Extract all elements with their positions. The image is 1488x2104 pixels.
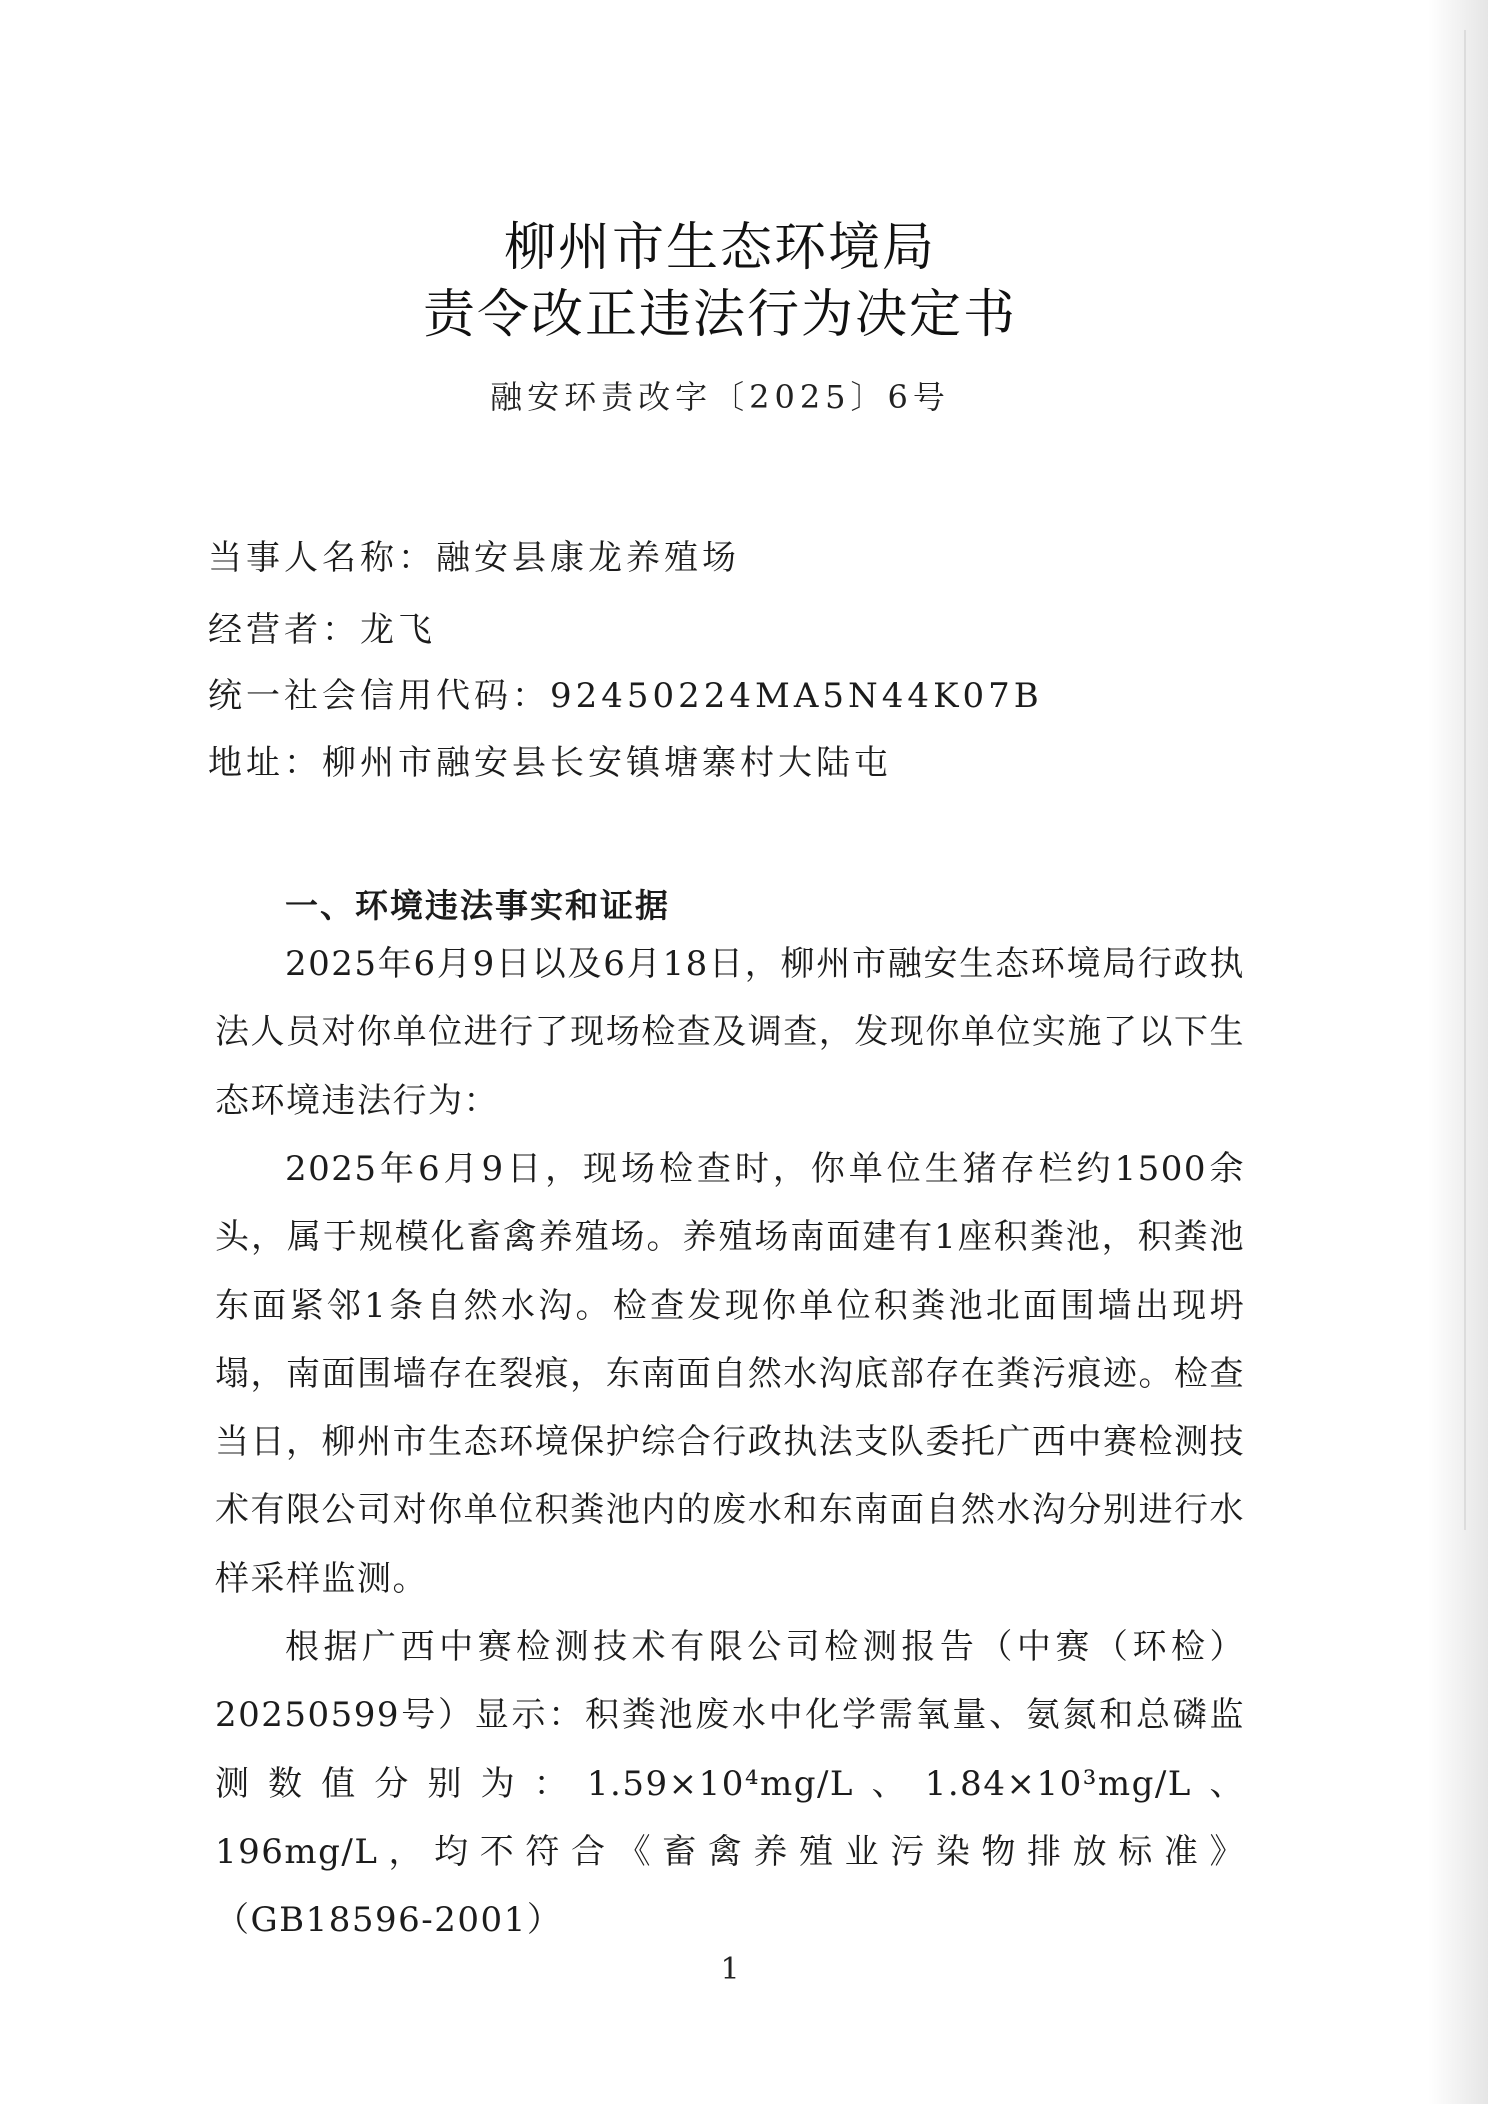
page-number: 1: [720, 1952, 740, 1987]
section-heading: 一、环境违法事实和证据: [285, 886, 670, 925]
paragraph: 根据广西中赛检测技术有限公司检测报告（中赛（环检）20250599号）显示：积粪池废水中化学需氧量、氨氮和总磷监测数值分别为：1.59×10⁴mg/L、1.84×10³mg/L、196mg/L，均不符合《畜禽养殖业污染物排放标准》（GB18596-2001）: [215, 1627, 1245, 1941]
page-edge-line: [1464, 30, 1466, 1530]
document-title-line2: 责令改正违法行为决定书: [422, 285, 1017, 345]
paragraph: 2025年6月9日以及6月18日，柳州市融安生态环境局行政执法人员对你单位进行了现场检查及调查，发现你单位实施了以下生态环境违法行为：: [215, 944, 1245, 1121]
party-address: 地址：柳州市融安县长安镇塘寨村大陆屯: [208, 743, 892, 783]
document-title-line1: 柳州市生态环境局: [503, 218, 936, 278]
document-number: 融安环责改字〔2025〕6号: [490, 378, 950, 416]
paragraph: 2025年6月9日，现场检查时，你单位生猪存栏约1500余头，属于规模化畜禽养殖场。养殖场南面建有1座积粪池，积粪池东面紧邻1条自然水沟。检查发现你单位积粪池北面围墙出现坍塌，南面围墙存在裂痕，东南面自然水沟底部存在粪污痕迹。检查当日，柳州市生态环境保护综合行政执法支队委托广西中赛检测技术有限公司对你单位积粪池内的废水和东南面自然水沟分别进行水样采样监测。: [215, 1149, 1245, 1599]
party-credit-code: 统一社会信用代码：92450224MA5N44K07B: [208, 676, 1043, 716]
party-operator: 经营者：龙飞: [208, 610, 436, 650]
party-name: 当事人名称：融安县康龙养殖场: [208, 538, 740, 578]
